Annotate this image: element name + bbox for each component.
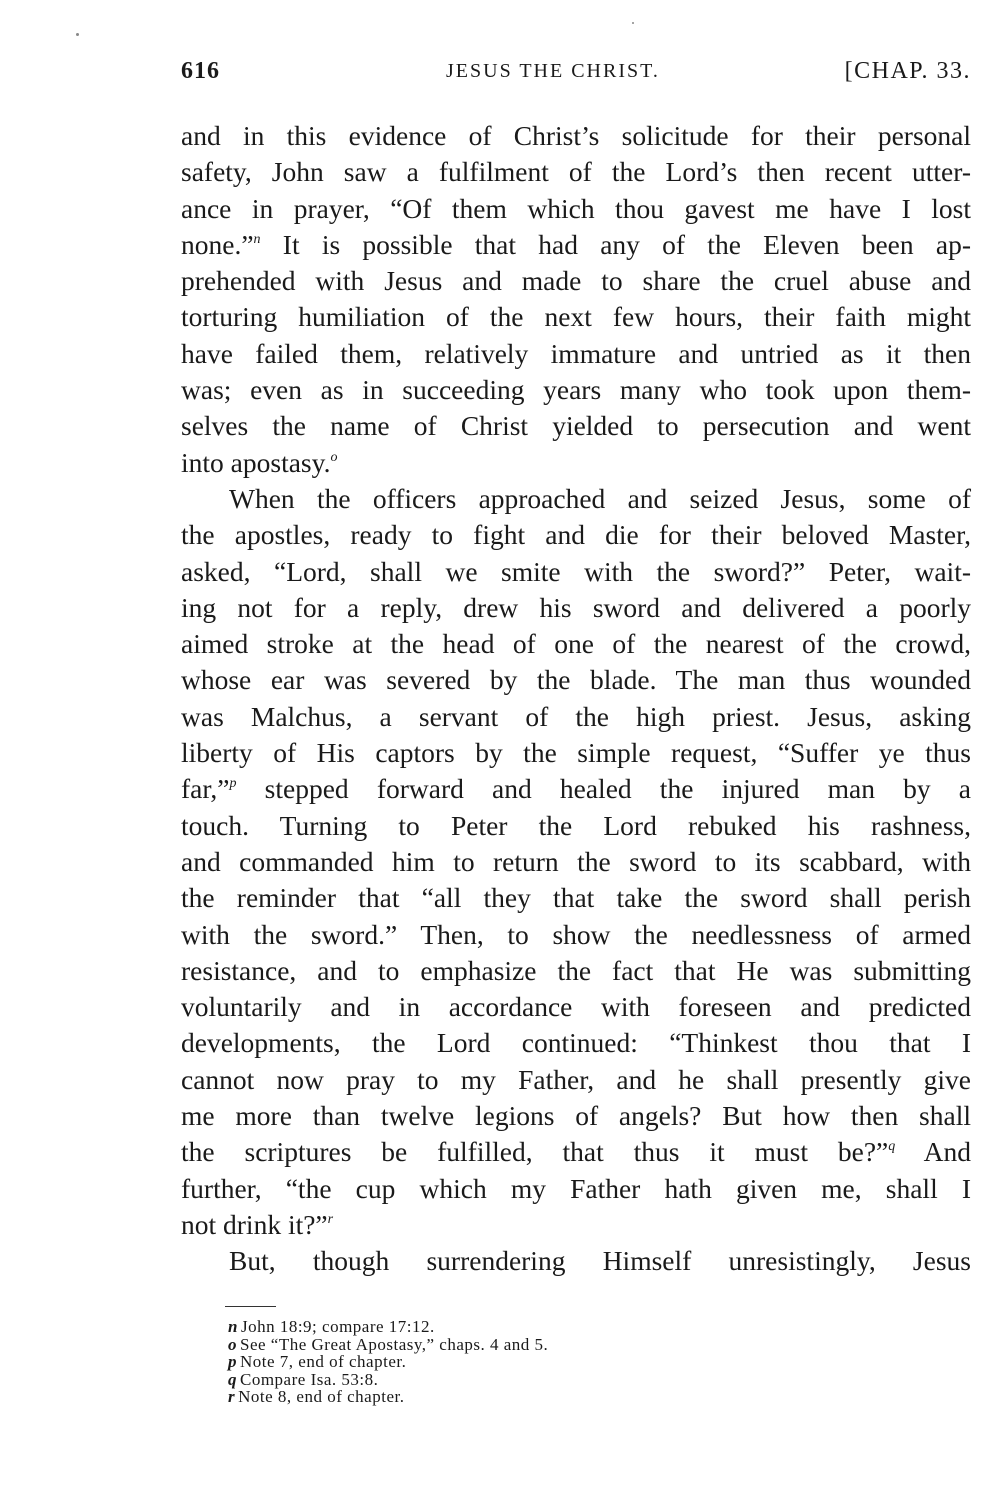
- line-text: further, “the cup which my Father hath given me, shall I: [181, 1172, 971, 1204]
- page-number: 616: [181, 58, 220, 84]
- text-line: [181, 1062, 971, 1098]
- line-text-continued: It is possible that had any of the Eleven been ap-: [260, 228, 971, 260]
- text-line: [181, 481, 971, 517]
- line-text: not drink it?”: [181, 1208, 328, 1240]
- text-line: [181, 118, 971, 154]
- footnote: [228, 1388, 548, 1406]
- text-line: [181, 227, 971, 263]
- footnote-text: John 18:9; compare 17:12.: [240, 1317, 435, 1336]
- text-line: [181, 735, 971, 771]
- line-text: have failed them, relatively immature and untried as it then: [181, 337, 971, 369]
- text-line: [181, 1243, 971, 1279]
- line-text: into apostasy.: [181, 446, 331, 478]
- text-line: [181, 372, 971, 408]
- line-text: far,”: [181, 773, 230, 805]
- footnotes: [228, 1318, 548, 1406]
- footnote: [228, 1318, 548, 1336]
- footnote-text: Compare Isa. 53:8.: [240, 1369, 379, 1389]
- text-line: [181, 1025, 971, 1061]
- text-line: [181, 445, 971, 481]
- line-text: was; even as in succeeding years many who took upon them-: [181, 374, 971, 406]
- text-line: [181, 917, 971, 953]
- footnote-marker: r: [228, 1387, 236, 1406]
- line-text: liberty of His captors by the simple request, “Suffer ye thus: [181, 737, 971, 769]
- text-line: [181, 699, 971, 735]
- line-text: developments, the Lord continued: “Thinkest thou that I: [181, 1027, 971, 1059]
- line-text: selves the name of Christ yielded to persecution and went: [181, 410, 971, 442]
- text-line: [181, 191, 971, 227]
- line-text-continued: And: [895, 1136, 971, 1168]
- line-text: whose ear was severed by the blade. The man thus wounded: [181, 664, 971, 696]
- body-text: [181, 118, 971, 1280]
- text-line: [181, 844, 971, 880]
- footnote: [228, 1371, 548, 1389]
- footnote: [228, 1336, 548, 1354]
- text-line: [181, 299, 971, 335]
- line-text: ing not for a reply, drew his sword and delivered a poorly: [181, 591, 971, 623]
- line-text: prehended with Jesus and made to share the cruel abuse and: [181, 265, 971, 297]
- line-text: the scriptures be fulfilled, that thus it must be?”: [181, 1136, 889, 1168]
- text-line: [181, 953, 971, 989]
- line-text: none.”: [181, 228, 254, 260]
- footnote-reference: p: [229, 776, 237, 792]
- text-line: [181, 808, 971, 844]
- line-text: the reminder that “all they that take the sword shall perish: [181, 882, 971, 914]
- line-text: aimed stroke at the head of one of the nearest of the crowd,: [181, 628, 971, 660]
- footnote: [228, 1353, 548, 1371]
- text-line: [181, 771, 971, 807]
- footnote-marker: n: [228, 1317, 238, 1336]
- scan-speck: [632, 22, 634, 24]
- line-text: and commanded him to return the sword to its scabbard, with: [181, 845, 971, 877]
- line-text: touch. Turning to Peter the Lord rebuked his rashness,: [181, 809, 971, 841]
- footnote-text: Note 7, end of chapter.: [240, 1352, 407, 1371]
- footnote-reference: q: [888, 1139, 896, 1155]
- running-header: [181, 58, 971, 98]
- text-line: [181, 662, 971, 698]
- line-text: me more than twelve legions of angels? But how then shall: [181, 1100, 971, 1132]
- chapter-reference: [CHAP. 33.: [844, 58, 971, 84]
- text-line: [181, 590, 971, 626]
- text-line: [181, 1098, 971, 1134]
- line-text: cannot now pray to my Father, and he shall presently give: [181, 1063, 971, 1095]
- line-text: the apostles, ready to fight and die for their beloved Master,: [181, 519, 971, 551]
- text-line: [181, 408, 971, 444]
- scan-speck: [76, 33, 79, 36]
- text-line: [181, 1134, 971, 1170]
- footnote-reference: n: [253, 231, 261, 247]
- line-text: asked, “Lord, shall we smite with the sword?” Peter, wait-: [181, 555, 971, 587]
- text-line: [181, 554, 971, 590]
- text-line: [181, 263, 971, 299]
- text-line: [181, 880, 971, 916]
- line-text: torturing humiliation of the next few hours, their faith might: [181, 301, 971, 333]
- line-text: resistance, and to emphasize the fact that He was submitting: [181, 954, 971, 986]
- line-text: When the officers approached and seized Jesus, some of: [229, 482, 971, 514]
- footnote-reference: r: [327, 1211, 334, 1227]
- line-text: voluntarily and in accordance with foreseen and predicted: [181, 991, 971, 1023]
- footnote-reference: o: [330, 449, 338, 465]
- line-text: safety, John saw a fulfilment of the Lord’s then recent utter-: [181, 156, 971, 188]
- text-line: [181, 154, 971, 190]
- line-text: with the sword.” Then, to show the needlessness of armed: [181, 918, 971, 950]
- footnote-marker: q: [228, 1369, 237, 1389]
- footnote-text: Note 8, end of chapter.: [238, 1387, 405, 1406]
- footnote-marker: o: [228, 1334, 237, 1354]
- footnote-rule: [225, 1306, 276, 1307]
- footnote-marker: p: [228, 1352, 237, 1371]
- line-text: ance in prayer, “Of them which thou gavest me have I lost: [181, 192, 971, 224]
- line-text: and in this evidence of Christ’s solicitude for their personal: [181, 120, 971, 151]
- footnote-text: See “The Great Apostasy,” chaps. 4 and 5.: [240, 1334, 549, 1354]
- text-line: [181, 336, 971, 372]
- text-line: [181, 989, 971, 1025]
- line-text: was Malchus, a servant of the high priest. Jesus, asking: [181, 700, 971, 732]
- text-line: [181, 626, 971, 662]
- text-line: [181, 1171, 971, 1207]
- line-text: But, though surrendering Himself unresistingly, Jesus: [229, 1245, 971, 1277]
- text-line: [181, 1207, 971, 1243]
- running-title: JESUS THE CHRIST.: [446, 60, 660, 82]
- text-line: [181, 517, 971, 553]
- line-text-continued: stepped forward and healed the injured man by a: [236, 773, 971, 805]
